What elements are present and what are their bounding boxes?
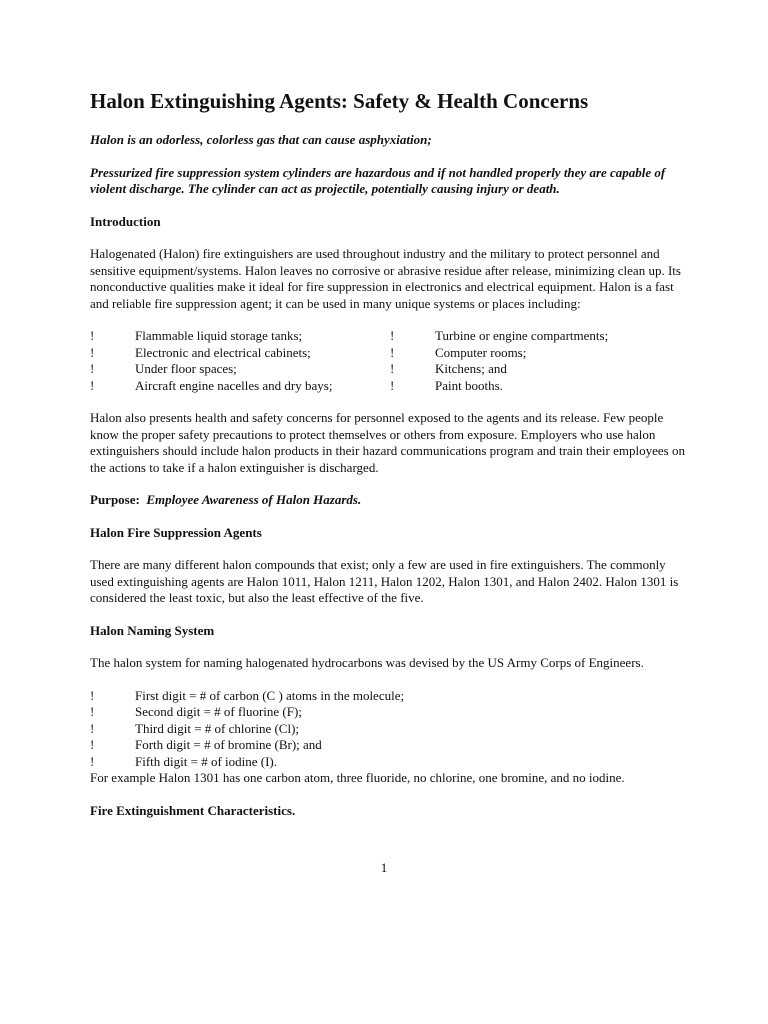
bullet-mark: ! bbox=[90, 344, 95, 360]
list-item-text: Third digit = # of chlorine (Cl); bbox=[135, 720, 300, 736]
agents-paragraph: There are many different halon compounds that exist; only a few are used in fire extinguishers. The commonly used extinguishing agents are Halon 1011, Halon 1211, Halon 1202, Halon 1301, and Halon 2402. Halon 1301 is considered the least toxic, but also the least effective of the five. bbox=[90, 557, 679, 605]
bullet-mark: ! bbox=[390, 377, 395, 393]
list-item-text: First digit = # of carbon (C ) atoms in the molecule; bbox=[135, 687, 405, 703]
introduction-paragraph: Halogenated (Halon) fire extinguishers are used throughout industry and the military to protect personnel and sensitive equipment/systems. Halon leaves no corrosive or abrasive residue after release, minimizing clean up. Its nonconductive qualities make it ideal for fire suppression in electronics and electrical equipment. Halon is a fast and reliable fire suppression agent; it can be used in many unique systems or places including: bbox=[90, 246, 681, 311]
places-list bbox=[90, 328, 690, 394]
bullet-mark: ! bbox=[90, 720, 95, 736]
list-item bbox=[390, 328, 690, 345]
list-item-text: Computer rooms; bbox=[435, 344, 527, 360]
list-item bbox=[90, 688, 690, 705]
list-item bbox=[90, 328, 390, 345]
list-item bbox=[90, 361, 390, 378]
list-item-text: Kitchens; and bbox=[435, 361, 507, 376]
bullet-mark: ! bbox=[90, 737, 95, 752]
list-item-text: Turbine or engine compartments; bbox=[435, 328, 609, 343]
bullet-mark: ! bbox=[90, 753, 95, 769]
bullet-mark: ! bbox=[390, 344, 395, 360]
list-item-text: Under floor spaces; bbox=[135, 361, 237, 376]
places-list-right bbox=[390, 328, 690, 394]
document-title: Halon Extinguishing Agents: Safety & Health Concerns bbox=[90, 89, 589, 113]
naming-digit-list bbox=[90, 688, 690, 771]
section-heading-fire-extinguishment: Fire Extinguishment Characteristics. bbox=[90, 802, 296, 818]
warning-asphyxiation: Halon is an odorless, colorless gas that can cause asphyxiation; bbox=[90, 132, 432, 147]
bullet-mark: ! bbox=[90, 328, 95, 343]
list-item-text: Flammable liquid storage tanks; bbox=[135, 328, 303, 343]
list-item-text: Forth digit = # of bromine (Br); and bbox=[135, 737, 322, 752]
bullet-mark: ! bbox=[90, 704, 95, 719]
naming-example-paragraph: For example Halon 1301 has one carbon atom, three fluoride, no chlorine, one bromine, and no iodine. bbox=[90, 770, 625, 785]
list-item bbox=[90, 721, 690, 738]
section-heading-introduction: Introduction bbox=[90, 213, 161, 229]
list-item bbox=[90, 704, 690, 721]
bullet-mark: ! bbox=[90, 361, 95, 376]
warning-cylinder: Pressurized fire suppression system cylinders are hazardous and if not handled properly they are capable of violent discharge. The cylinder can act as projectile, potentially causing injury or death. bbox=[90, 164, 666, 196]
list-item-text: Electronic and electrical cabinets; bbox=[135, 344, 311, 360]
list-item-text: Second digit = # of fluorine (F); bbox=[135, 704, 302, 719]
list-item bbox=[390, 378, 690, 395]
list-item bbox=[90, 378, 390, 395]
list-item bbox=[90, 345, 390, 362]
naming-paragraph: The halon system for naming halogenated hydrocarbons was devised by the US Army Corps of Engineers. bbox=[90, 655, 644, 670]
section-heading-naming: Halon Naming System bbox=[90, 622, 215, 638]
bullet-mark: ! bbox=[90, 377, 95, 393]
places-list-left bbox=[90, 328, 390, 394]
bullet-mark: ! bbox=[390, 328, 395, 343]
document-body bbox=[90, 88, 690, 835]
list-item bbox=[90, 737, 690, 754]
list-item-text: Fifth digit = # of iodine (I). bbox=[135, 753, 278, 769]
bullet-mark: ! bbox=[90, 687, 95, 703]
list-item-text: Aircraft engine nacelles and dry bays; bbox=[135, 377, 333, 393]
list-item bbox=[90, 754, 690, 771]
bullet-mark: ! bbox=[390, 361, 395, 376]
list-item-text: Paint booths. bbox=[435, 377, 503, 393]
list-item bbox=[390, 361, 690, 378]
purpose-label: Purpose: bbox=[90, 492, 140, 507]
purpose-line bbox=[90, 492, 690, 509]
list-item bbox=[390, 345, 690, 362]
section-heading-agents: Halon Fire Suppression Agents bbox=[90, 524, 262, 540]
health-concerns-paragraph: Halon also presents health and safety concerns for personnel exposed to the agents and its release. Few people know the proper safety precautions to protect themselves or others from exposure. Employers who use halon extinguishers should include halon products in their hazard communications program and train their employees on the actions to take if a halon extinguisher is discharged. bbox=[90, 410, 685, 475]
page-number: 1 bbox=[380, 860, 388, 875]
purpose-value: Employee Awareness of Halon Hazards. bbox=[146, 492, 362, 507]
